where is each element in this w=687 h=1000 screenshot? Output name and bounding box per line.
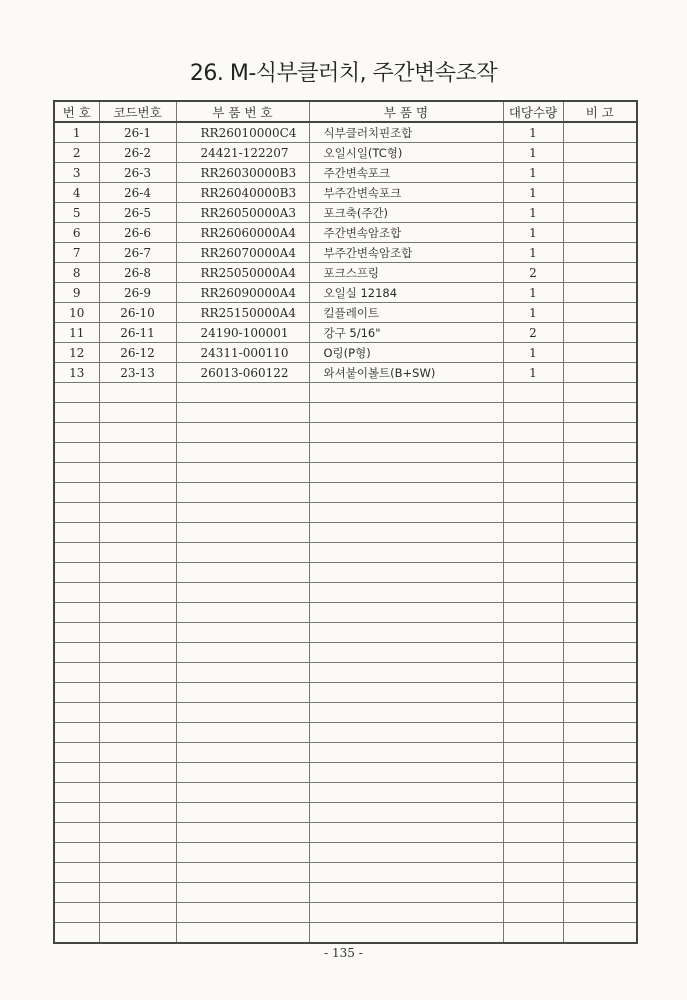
header-no: 번 호: [54, 101, 99, 122]
code-number-cell: [99, 563, 176, 583]
part-name-cell: [309, 643, 503, 663]
code-number-cell: [99, 863, 176, 883]
code-number-cell: [99, 823, 176, 843]
part-number-cell: [176, 743, 309, 763]
quantity-cell: [503, 863, 563, 883]
empty-table-row: [54, 923, 637, 944]
empty-table-row: [54, 483, 637, 503]
code-number-cell: [99, 803, 176, 823]
code-number-cell: 26-6: [99, 223, 176, 243]
part-name-cell: [309, 803, 503, 823]
part-number-cell: [176, 643, 309, 663]
table-row: [54, 303, 637, 323]
quantity-cell: 1: [503, 143, 563, 163]
row-number-cell: [54, 683, 99, 703]
row-number-cell: 11: [54, 323, 99, 343]
quantity-cell: 1: [503, 303, 563, 323]
table-header-row: [54, 101, 637, 122]
row-number-cell: [54, 583, 99, 603]
part-name-cell: [309, 683, 503, 703]
empty-table-row: [54, 503, 637, 523]
remark-cell: [563, 143, 637, 163]
part-number-cell: [176, 763, 309, 783]
quantity-cell: [503, 703, 563, 723]
row-number-cell: [54, 903, 99, 923]
part-number-cell: [176, 783, 309, 803]
code-number-cell: [99, 603, 176, 623]
part-number-cell: [176, 823, 309, 843]
part-name-cell: [309, 863, 503, 883]
row-number-cell: [54, 823, 99, 843]
code-number-cell: [99, 663, 176, 683]
quantity-cell: [503, 383, 563, 403]
quantity-cell: [503, 643, 563, 663]
row-number-cell: 13: [54, 363, 99, 383]
row-number-cell: [54, 803, 99, 823]
part-name-cell: [309, 503, 503, 523]
code-number-cell: [99, 903, 176, 923]
quantity-cell: [503, 683, 563, 703]
table-row: [54, 263, 637, 283]
code-number-cell: 26-2: [99, 143, 176, 163]
header-remark: 비 고: [563, 101, 637, 122]
code-number-cell: [99, 683, 176, 703]
quantity-cell: 2: [503, 263, 563, 283]
code-number-cell: 26-11: [99, 323, 176, 343]
code-number-cell: [99, 523, 176, 543]
row-number-cell: [54, 643, 99, 663]
table-row: [54, 163, 637, 183]
remark-cell: [563, 443, 637, 463]
row-number-cell: [54, 723, 99, 743]
row-number-cell: [54, 703, 99, 723]
part-number-cell: 26013-060122: [176, 363, 309, 383]
code-number-cell: [99, 583, 176, 603]
empty-table-row: [54, 563, 637, 583]
quantity-cell: [503, 523, 563, 543]
code-number-cell: [99, 843, 176, 863]
part-number-cell: [176, 683, 309, 703]
empty-table-row: [54, 623, 637, 643]
part-name-cell: [309, 563, 503, 583]
part-number-cell: RR26070000A4: [176, 243, 309, 263]
part-name-cell: [309, 843, 503, 863]
code-number-cell: 26-10: [99, 303, 176, 323]
quantity-cell: [503, 923, 563, 944]
quantity-cell: 1: [503, 363, 563, 383]
quantity-cell: [503, 563, 563, 583]
row-number-cell: [54, 623, 99, 643]
part-name-cell: 킬플레이트: [309, 303, 503, 323]
table-row: [54, 203, 637, 223]
table-row: [54, 363, 637, 383]
row-number-cell: [54, 383, 99, 403]
parts-table: [53, 100, 638, 944]
part-number-cell: [176, 903, 309, 923]
part-name-cell: [309, 623, 503, 643]
empty-table-row: [54, 723, 637, 743]
remark-cell: [563, 763, 637, 783]
part-name-cell: 주간변속포크: [309, 163, 503, 183]
part-number-cell: [176, 703, 309, 723]
part-number-cell: [176, 923, 309, 944]
row-number-cell: 7: [54, 243, 99, 263]
empty-table-row: [54, 463, 637, 483]
code-number-cell: [99, 383, 176, 403]
part-name-cell: [309, 743, 503, 763]
empty-table-row: [54, 403, 637, 423]
remark-cell: [563, 183, 637, 203]
header-quantity: 대당수량: [503, 101, 563, 122]
remark-cell: [563, 223, 637, 243]
row-number-cell: [54, 663, 99, 683]
remark-cell: [563, 463, 637, 483]
table-row: [54, 143, 637, 163]
quantity-cell: [503, 803, 563, 823]
empty-table-row: [54, 663, 637, 683]
code-number-cell: 26-7: [99, 243, 176, 263]
part-name-cell: 부주간변속포크: [309, 183, 503, 203]
code-number-cell: 26-8: [99, 263, 176, 283]
part-name-cell: [309, 463, 503, 483]
code-number-cell: 26-5: [99, 203, 176, 223]
remark-cell: [563, 483, 637, 503]
remark-cell: [563, 363, 637, 383]
remark-cell: [563, 203, 637, 223]
part-number-cell: [176, 723, 309, 743]
remark-cell: [563, 663, 637, 683]
quantity-cell: [503, 603, 563, 623]
remark-cell: [563, 603, 637, 623]
part-number-cell: RR26060000A4: [176, 223, 309, 243]
quantity-cell: 1: [503, 203, 563, 223]
row-number-cell: 5: [54, 203, 99, 223]
code-number-cell: [99, 763, 176, 783]
empty-table-row: [54, 863, 637, 883]
part-name-cell: [309, 423, 503, 443]
code-number-cell: [99, 503, 176, 523]
empty-table-row: [54, 683, 637, 703]
table-row: [54, 223, 637, 243]
remark-cell: [563, 703, 637, 723]
empty-table-row: [54, 883, 637, 903]
code-number-cell: 26-12: [99, 343, 176, 363]
remark-cell: [563, 243, 637, 263]
quantity-cell: [503, 403, 563, 423]
remark-cell: [563, 303, 637, 323]
quantity-cell: [503, 723, 563, 743]
part-name-cell: O링(P형): [309, 343, 503, 363]
part-name-cell: [309, 723, 503, 743]
remark-cell: [563, 643, 637, 663]
row-number-cell: 12: [54, 343, 99, 363]
part-number-cell: [176, 483, 309, 503]
empty-table-row: [54, 803, 637, 823]
quantity-cell: 1: [503, 223, 563, 243]
row-number-cell: [54, 563, 99, 583]
table-row: [54, 343, 637, 363]
remark-cell: [563, 263, 637, 283]
code-number-cell: 26-1: [99, 122, 176, 143]
code-number-cell: [99, 923, 176, 944]
part-name-cell: [309, 783, 503, 803]
part-name-cell: [309, 583, 503, 603]
quantity-cell: [503, 823, 563, 843]
quantity-cell: [503, 903, 563, 923]
row-number-cell: [54, 603, 99, 623]
remark-cell: [563, 683, 637, 703]
code-number-cell: [99, 743, 176, 763]
code-number-cell: [99, 883, 176, 903]
quantity-cell: [503, 763, 563, 783]
row-number-cell: [54, 463, 99, 483]
quantity-cell: [503, 843, 563, 863]
remark-cell: [563, 343, 637, 363]
row-number-cell: 10: [54, 303, 99, 323]
remark-cell: [563, 423, 637, 443]
header-part-name: 부 품 명: [309, 101, 503, 122]
part-name-cell: 주간변속암조합: [309, 223, 503, 243]
row-number-cell: [54, 763, 99, 783]
remark-cell: [563, 323, 637, 343]
empty-table-row: [54, 583, 637, 603]
code-number-cell: 23-13: [99, 363, 176, 383]
remark-cell: [563, 923, 637, 944]
quantity-cell: 1: [503, 122, 563, 143]
code-number-cell: [99, 783, 176, 803]
part-name-cell: [309, 603, 503, 623]
remark-cell: [563, 803, 637, 823]
part-number-cell: 24311-000110: [176, 343, 309, 363]
remark-cell: [563, 403, 637, 423]
row-number-cell: [54, 923, 99, 944]
empty-table-row: [54, 703, 637, 723]
part-name-cell: [309, 483, 503, 503]
code-number-cell: [99, 423, 176, 443]
table-row: [54, 183, 637, 203]
code-number-cell: [99, 403, 176, 423]
part-name-cell: [309, 923, 503, 944]
quantity-cell: 1: [503, 163, 563, 183]
remark-cell: [563, 823, 637, 843]
empty-table-row: [54, 603, 637, 623]
part-name-cell: 강구 5/16": [309, 323, 503, 343]
empty-table-row: [54, 823, 637, 843]
part-name-cell: 오일실 12184: [309, 283, 503, 303]
part-number-cell: [176, 583, 309, 603]
row-number-cell: [54, 863, 99, 883]
quantity-cell: [503, 463, 563, 483]
quantity-cell: [503, 483, 563, 503]
quantity-cell: [503, 503, 563, 523]
row-number-cell: [54, 843, 99, 863]
part-name-cell: [309, 383, 503, 403]
row-number-cell: [54, 423, 99, 443]
remark-cell: [563, 863, 637, 883]
remark-cell: [563, 723, 637, 743]
part-number-cell: [176, 603, 309, 623]
part-number-cell: [176, 463, 309, 483]
remark-cell: [563, 623, 637, 643]
remark-cell: [563, 163, 637, 183]
part-name-cell: [309, 403, 503, 423]
empty-table-row: [54, 783, 637, 803]
part-number-cell: [176, 843, 309, 863]
part-name-cell: 포크스프링: [309, 263, 503, 283]
part-name-cell: [309, 663, 503, 683]
header-part-no: 부 품 번 호: [176, 101, 309, 122]
part-number-cell: RR26040000B3: [176, 183, 309, 203]
part-name-cell: [309, 883, 503, 903]
code-number-cell: [99, 443, 176, 463]
page-number: - 135 -: [324, 946, 363, 960]
part-name-cell: [309, 523, 503, 543]
code-number-cell: [99, 623, 176, 643]
quantity-cell: [503, 583, 563, 603]
part-name-cell: [309, 703, 503, 723]
code-number-cell: [99, 463, 176, 483]
quantity-cell: 2: [503, 323, 563, 343]
row-number-cell: 1: [54, 122, 99, 143]
row-number-cell: [54, 543, 99, 563]
remark-cell: [563, 503, 637, 523]
empty-table-row: [54, 383, 637, 403]
remark-cell: [563, 283, 637, 303]
quantity-cell: [503, 663, 563, 683]
part-name-cell: [309, 763, 503, 783]
part-name-cell: 오일시일(TC형): [309, 143, 503, 163]
empty-table-row: [54, 523, 637, 543]
part-name-cell: 부주간변속암조합: [309, 243, 503, 263]
part-number-cell: [176, 423, 309, 443]
code-number-cell: [99, 723, 176, 743]
quantity-cell: [503, 423, 563, 443]
table-row: [54, 243, 637, 263]
remark-cell: [563, 883, 637, 903]
empty-table-row: [54, 543, 637, 563]
remark-cell: [563, 563, 637, 583]
part-number-cell: [176, 403, 309, 423]
part-number-cell: [176, 523, 309, 543]
part-number-cell: 24190-100001: [176, 323, 309, 343]
part-number-cell: [176, 543, 309, 563]
row-number-cell: [54, 743, 99, 763]
part-number-cell: [176, 443, 309, 463]
code-number-cell: [99, 643, 176, 663]
empty-table-row: [54, 443, 637, 463]
part-number-cell: RR26050000A3: [176, 203, 309, 223]
remark-cell: [563, 903, 637, 923]
part-number-cell: [176, 883, 309, 903]
quantity-cell: [503, 783, 563, 803]
empty-table-row: [54, 843, 637, 863]
header-code: 코드번호: [99, 101, 176, 122]
code-number-cell: [99, 483, 176, 503]
remark-cell: [563, 783, 637, 803]
part-name-cell: [309, 443, 503, 463]
part-number-cell: RR25050000A4: [176, 263, 309, 283]
part-number-cell: RR26010000C4: [176, 122, 309, 143]
quantity-cell: [503, 443, 563, 463]
remark-cell: [563, 523, 637, 543]
row-number-cell: [54, 883, 99, 903]
part-name-cell: [309, 903, 503, 923]
code-number-cell: 26-3: [99, 163, 176, 183]
part-name-cell: [309, 543, 503, 563]
row-number-cell: [54, 783, 99, 803]
row-number-cell: 3: [54, 163, 99, 183]
part-number-cell: RR26090000A4: [176, 283, 309, 303]
empty-table-row: [54, 743, 637, 763]
part-number-cell: RR25150000A4: [176, 303, 309, 323]
part-name-cell: 식부클러치핀조합: [309, 122, 503, 143]
part-number-cell: RR26030000B3: [176, 163, 309, 183]
row-number-cell: 9: [54, 283, 99, 303]
row-number-cell: 6: [54, 223, 99, 243]
empty-table-row: [54, 643, 637, 663]
row-number-cell: [54, 403, 99, 423]
part-number-cell: [176, 803, 309, 823]
code-number-cell: [99, 703, 176, 723]
remark-cell: [563, 583, 637, 603]
part-number-cell: 24421-122207: [176, 143, 309, 163]
code-number-cell: [99, 543, 176, 563]
table-row: [54, 323, 637, 343]
quantity-cell: 1: [503, 183, 563, 203]
remark-cell: [563, 122, 637, 143]
quantity-cell: 1: [503, 283, 563, 303]
quantity-cell: [503, 623, 563, 643]
empty-table-row: [54, 903, 637, 923]
remark-cell: [563, 383, 637, 403]
part-name-cell: 포크축(주간): [309, 203, 503, 223]
part-name-cell: 와셔붙이볼트(B+SW): [309, 363, 503, 383]
part-number-cell: [176, 663, 309, 683]
row-number-cell: [54, 483, 99, 503]
part-name-cell: [309, 823, 503, 843]
part-number-cell: [176, 563, 309, 583]
row-number-cell: [54, 443, 99, 463]
quantity-cell: [503, 543, 563, 563]
row-number-cell: 2: [54, 143, 99, 163]
row-number-cell: 4: [54, 183, 99, 203]
quantity-cell: 1: [503, 343, 563, 363]
empty-table-row: [54, 763, 637, 783]
page-title: 26. M-식부클러치, 주간변속조작: [189, 61, 498, 86]
empty-table-row: [54, 423, 637, 443]
row-number-cell: [54, 503, 99, 523]
part-number-cell: [176, 863, 309, 883]
part-number-cell: [176, 383, 309, 403]
row-number-cell: 8: [54, 263, 99, 283]
quantity-cell: [503, 883, 563, 903]
code-number-cell: 26-9: [99, 283, 176, 303]
row-number-cell: [54, 523, 99, 543]
table-row: [54, 122, 637, 143]
remark-cell: [563, 743, 637, 763]
quantity-cell: 1: [503, 243, 563, 263]
table-row: [54, 283, 637, 303]
part-number-cell: [176, 503, 309, 523]
remark-cell: [563, 543, 637, 563]
quantity-cell: [503, 743, 563, 763]
code-number-cell: 26-4: [99, 183, 176, 203]
part-number-cell: [176, 623, 309, 643]
remark-cell: [563, 843, 637, 863]
